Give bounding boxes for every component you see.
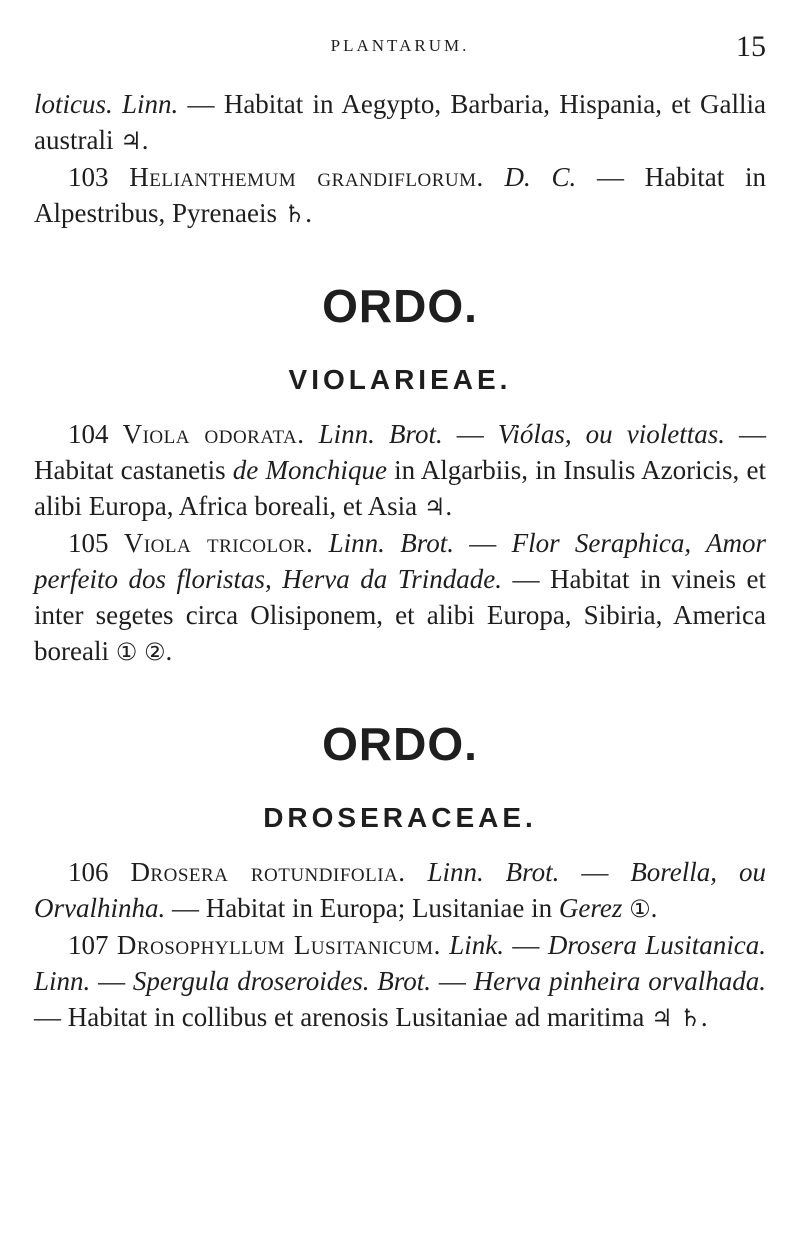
- perennial-symbol: ♃: [423, 493, 446, 521]
- running-title: PLANTARUM.: [330, 36, 470, 55]
- authority: Link.: [449, 930, 505, 960]
- authority: D. C.: [504, 162, 577, 192]
- biennial-symbol: ②: [143, 638, 166, 666]
- entry-103: [34, 159, 766, 232]
- end-mark: .: [305, 198, 312, 228]
- end-mark: .: [165, 636, 173, 666]
- perennial-symbol: ♃: [651, 1004, 673, 1032]
- vernacular-name: Flor Seraphica, Amor perfeito dos floristas, Herva da Trindade.: [34, 528, 766, 594]
- shrub-symbol: ♄: [679, 1004, 701, 1032]
- annual-symbol: ①: [629, 895, 651, 923]
- authority: Linn. Brot.: [318, 419, 443, 449]
- species-name: Viola tricolor.: [123, 528, 314, 558]
- vernacular-name: Herva pinheira orvalhada.: [473, 966, 766, 996]
- authority: Linn.: [122, 89, 179, 119]
- species-name: Helianthemum grandiflorum.: [129, 162, 484, 192]
- species-name: Drosophyllum Lusitanicum.: [116, 930, 441, 960]
- habitat-text: — Habitat in Alpestribus, Pyrenaeis: [34, 162, 766, 228]
- authority: Linn. Brot.: [427, 857, 560, 887]
- habitat-text: — Habitat in Aegypto, Barbaria, Hispania, et Gallia australi: [34, 89, 767, 155]
- ordo-heading: ORDO.: [322, 718, 478, 770]
- authority: Linn. Brot.: [328, 528, 454, 558]
- body-text: [34, 86, 766, 1036]
- habitat-text-2: in Algarbiis, in Insulis Azoricis, et alibi Europa, Africa boreali, et Asia: [34, 455, 766, 521]
- place-name: de Monchique: [232, 455, 387, 485]
- annual-symbol: ①: [115, 638, 138, 666]
- family-heading: DROSERACEAE.: [263, 802, 537, 833]
- family-heading: VIOLARIEAE.: [288, 364, 512, 395]
- entry-number: 106: [68, 857, 109, 887]
- end-mark: .: [141, 125, 149, 155]
- habitat-text: — Habitat in Europa; Lusitaniae in: [165, 893, 559, 923]
- shrub-symbol: ♄: [283, 200, 306, 228]
- vernacular-name: Viólas, ou violettas.: [497, 419, 725, 449]
- page-number: 15: [736, 30, 766, 63]
- page-header: [34, 30, 766, 76]
- synonym-1: Drosera Lusitanica. Linn.: [34, 930, 766, 996]
- entry-107: 107 Drosophyllum Lusitanicum. Link. — Drosera Lusitanica. Linn. — Spergula droseroides. Brot. — Herva pinheira orvalhada. — Habitat in collibus et arenosis Lusitaniae ad maritima ♃ ♄.: [34, 930, 766, 1032]
- vernacular-name: Borella, ou Orvalhinha.: [34, 857, 766, 923]
- entry-number: 105: [68, 528, 109, 558]
- ordo-heading: ORDO.: [322, 280, 478, 332]
- synonym-2: Spergula droseroides. Brot.: [132, 966, 432, 996]
- entry-number: 103: [68, 162, 109, 192]
- entry-104: 104 Viola odorata. Linn. Brot. — Viólas, ou violettas. — Habitat castanetis de Monchique in Algarbiis, in Insulis Azoricis, et alibi Europa, Africa boreali, et Asia ♃.: [34, 419, 767, 521]
- habitat-text: — Habitat in collibus et arenosis Lusitaniae ad maritima: [34, 1002, 645, 1032]
- entry-106: 106 Drosera rotundifolia. Linn. Brot. — Borella, ou Orvalhinha. — Habitat in Europa; Lusitaniae in Gerez ①.: [34, 857, 766, 923]
- entry-number: 104: [68, 419, 109, 449]
- habitat-text: — Habitat in vineis et inter segetes circa Olisiponem, et alibi Europa, Sibiria, America boreali: [34, 564, 766, 666]
- entry-105: 105 Viola tricolor. Linn. Brot. — Flor Seraphica, Amor perfeito dos floristas, Herva da Trindade. — Habitat in vineis et inter segetes circa Olisiponem, et alibi Europa, Sibiria, America boreali ① ②.: [34, 528, 766, 666]
- end-mark: .: [700, 1002, 708, 1032]
- entry-number: 107: [68, 930, 109, 960]
- species-name: Viola odorata.: [122, 419, 305, 449]
- place-name: Gerez: [558, 893, 623, 923]
- perennial-symbol: ♃: [120, 127, 142, 155]
- species-name: Drosera rotundifolia.: [130, 857, 406, 887]
- entry-102-continuation: [34, 86, 766, 159]
- end-mark: .: [650, 893, 658, 923]
- species-name: loticus.: [34, 89, 113, 119]
- end-mark: .: [445, 491, 453, 521]
- habitat-text: — Habitat castanetis: [34, 419, 767, 485]
